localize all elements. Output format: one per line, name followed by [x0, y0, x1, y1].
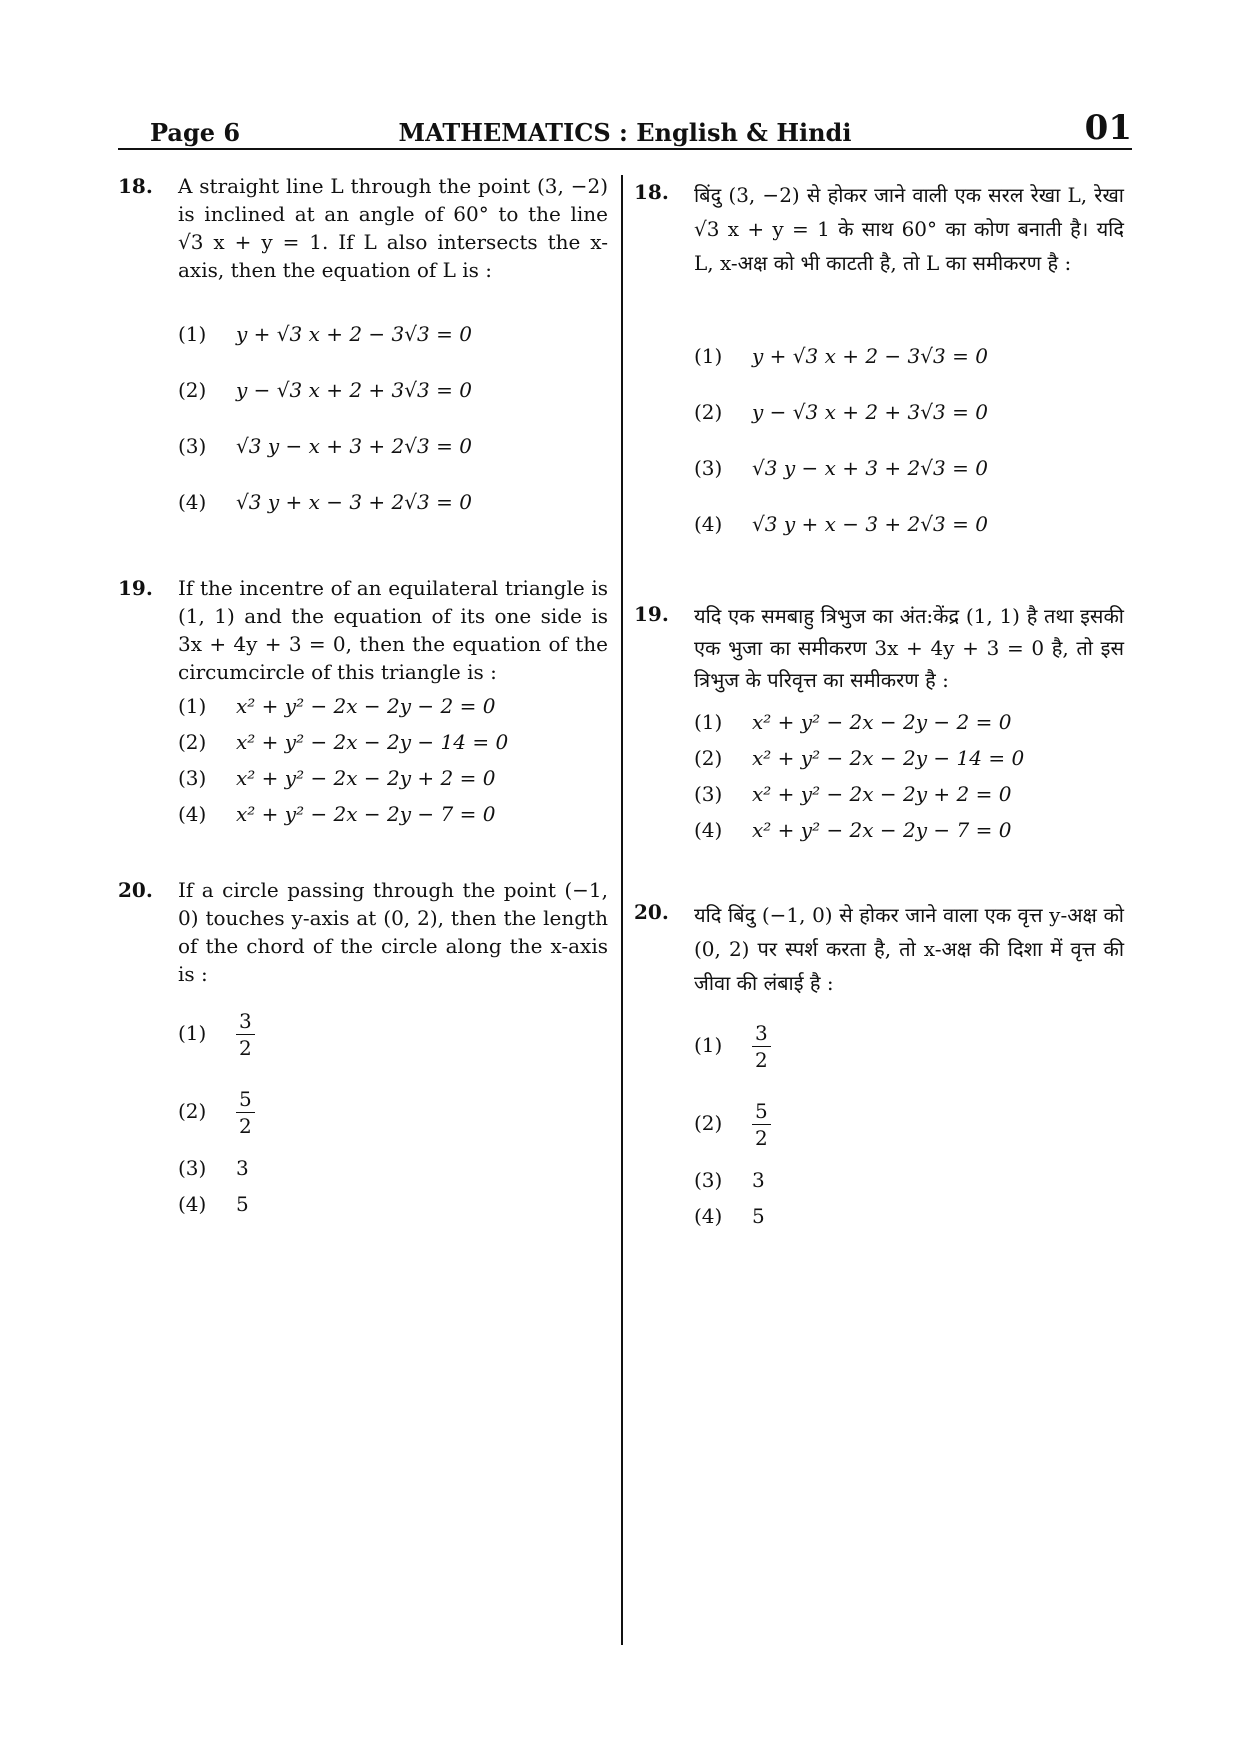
option-1: (1) y + √3 x + 2 − 3√3 = 0	[694, 344, 988, 368]
page-title: MATHEMATICS : English & Hindi	[398, 118, 852, 147]
option-2: (2) x² + y² − 2x − 2y − 14 = 0	[694, 746, 1025, 770]
question-number: 20.	[634, 900, 669, 924]
question-number: 20.	[118, 878, 153, 902]
option-3: (3) 3	[178, 1156, 249, 1180]
question-text: यदि बिंदु (−1, 0) से होकर जाने वाला एक वृत्त y-अक्ष को (0, 2) पर स्पर्श करता है, तो x-अक्ष की दिशा में वृत्त की जीवा की लंबाई है :	[694, 903, 1124, 995]
option-1: (1) x² + y² − 2x − 2y − 2 = 0	[178, 694, 496, 718]
question-number: 19.	[634, 602, 669, 626]
option-3: (3) 3	[694, 1168, 765, 1192]
option-1: (1) x² + y² − 2x − 2y − 2 = 0	[694, 710, 1012, 734]
question-number: 19.	[118, 576, 153, 600]
question-number: 18.	[634, 180, 669, 204]
question-text: If a circle passing through the point (−1, 0) touches y-axis at (0, 2), then the length of the chord of the circle along the x-axis is :	[178, 878, 608, 986]
option-1: (1) $\frac{3}{2}$	[178, 1008, 255, 1061]
option-1: (1) y + √3 x + 2 − 3√3 = 0	[178, 322, 472, 346]
option-4: (4) x² + y² − 2x − 2y − 7 = 0	[178, 802, 496, 826]
question-text: If the incentre of an equilateral triangle is (1, 1) and the equation of its one side is 3x + 4y + 3 = 0, then the equation of the circumcircle of this triangle is :	[178, 576, 608, 684]
option-2: (2) $\frac{5}{2}$	[694, 1098, 771, 1151]
question-text: A straight line L through the point (3, −2) is inclined at an angle of 60° to the line √3 x + y = 1. If L also intersects the x-axis, then the equation of L is :	[178, 174, 608, 282]
option-2: (2) y − √3 x + 2 + 3√3 = 0	[178, 378, 472, 402]
option-3: (3) √3 y − x + 3 + 2√3 = 0	[178, 434, 472, 458]
option-4: (4) 5	[178, 1192, 249, 1216]
option-2: (2) x² + y² − 2x − 2y − 14 = 0	[178, 730, 509, 754]
option-3: (3) x² + y² − 2x − 2y + 2 = 0	[694, 782, 1012, 806]
question-number: 18.	[118, 174, 153, 198]
option-3: (3) √3 y − x + 3 + 2√3 = 0	[694, 456, 988, 480]
column-divider	[621, 175, 623, 1645]
option-4: (4) √3 y + x − 3 + 2√3 = 0	[178, 490, 472, 514]
question-text: बिंदु (3, −2) से होकर जाने वाली एक सरल रेखा L, रेखा √3 x + y = 1 के साथ 60° का कोण बनाती है। यदि L, x-अक्ष को भी काटती है, तो L का समीकरण है :	[694, 183, 1124, 275]
option-2: (2) $\frac{5}{2}$	[178, 1086, 255, 1139]
paper-code: 01	[1084, 108, 1132, 148]
page-header	[118, 108, 1132, 150]
option-3: (3) x² + y² − 2x − 2y + 2 = 0	[178, 766, 496, 790]
option-2: (2) y − √3 x + 2 + 3√3 = 0	[694, 400, 988, 424]
question-text: यदि एक समबाहु त्रिभुज का अंत:केंद्र (1, 1) है तथा इसकी एक भुजा का समीकरण 3x + 4y + 3 = 0 है, तो इस त्रिभुज के परिवृत्त का समीकरण है :	[694, 604, 1124, 692]
option-4: (4) 5	[694, 1204, 765, 1228]
option-4: (4) x² + y² − 2x − 2y − 7 = 0	[694, 818, 1012, 842]
page-number: Page 6	[150, 118, 241, 147]
option-1: (1) $\frac{3}{2}$	[694, 1020, 771, 1073]
option-4: (4) √3 y + x − 3 + 2√3 = 0	[694, 512, 988, 536]
